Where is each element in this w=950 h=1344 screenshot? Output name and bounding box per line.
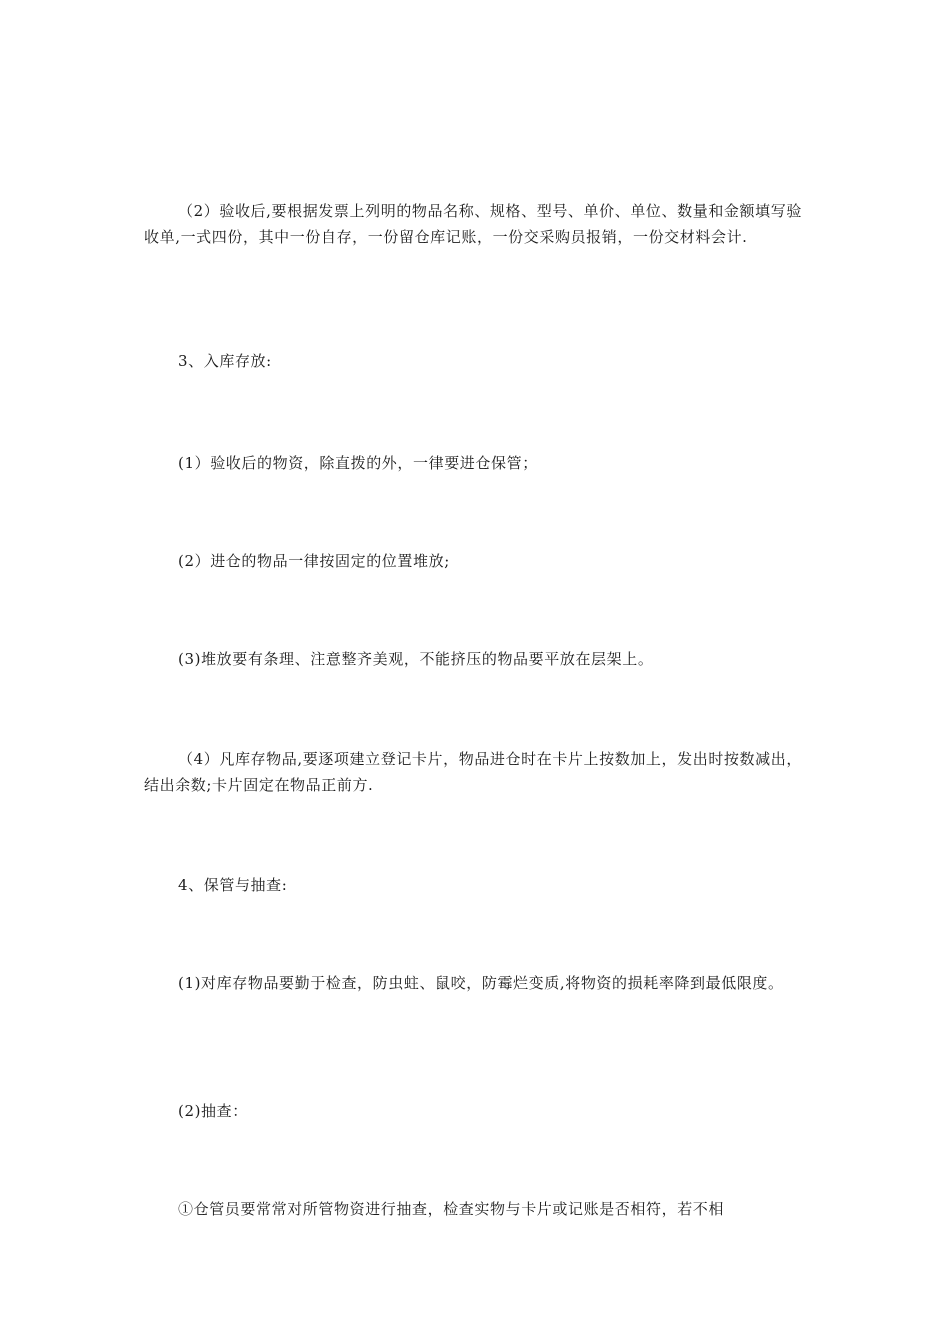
paragraph-storage-1: (1）验收后的物资，除直拨的外，一律要进仓保管； xyxy=(178,454,538,472)
paragraph-inspection-detail: ①仓管员要常常对所管物资进行抽查，检查实物与卡片或记账是否相符，若不相 xyxy=(178,1200,725,1218)
paragraph-acceptance-form: （2）验收后,要根据发票上列明的物品名称、规格、型号、单价、单位、数量和金额填写验收单,一式四份，其中一份自存，一份留仓库记账，一份交采购员报销，一份交材料会计. xyxy=(144,202,802,246)
paragraph-inspection-1: (1)对库存物品要勤于检查，防虫蛀、鼠咬，防霉烂变质,将物资的损耗率降到最低限度。 xyxy=(178,974,784,992)
paragraph-storage-3: (3)堆放要有条理、注意整齐美观，不能挤压的物品要平放在层架上。 xyxy=(178,650,654,668)
paragraph-inspection-2: (2)抽查： xyxy=(178,1102,248,1120)
paragraph-storage-2: (2）进仓的物品一律按固定的位置堆放; xyxy=(178,552,450,570)
heading-custody-inspection: 4、保管与抽查: xyxy=(178,876,288,894)
paragraph-storage-4: （4）凡库存物品,要逐项建立登记卡片，物品进仓时在卡片上按数加上，发出时按数减出，结出余数;卡片固定在物品正前方. xyxy=(144,750,802,794)
heading-storage: 3、入库存放: xyxy=(178,352,272,370)
